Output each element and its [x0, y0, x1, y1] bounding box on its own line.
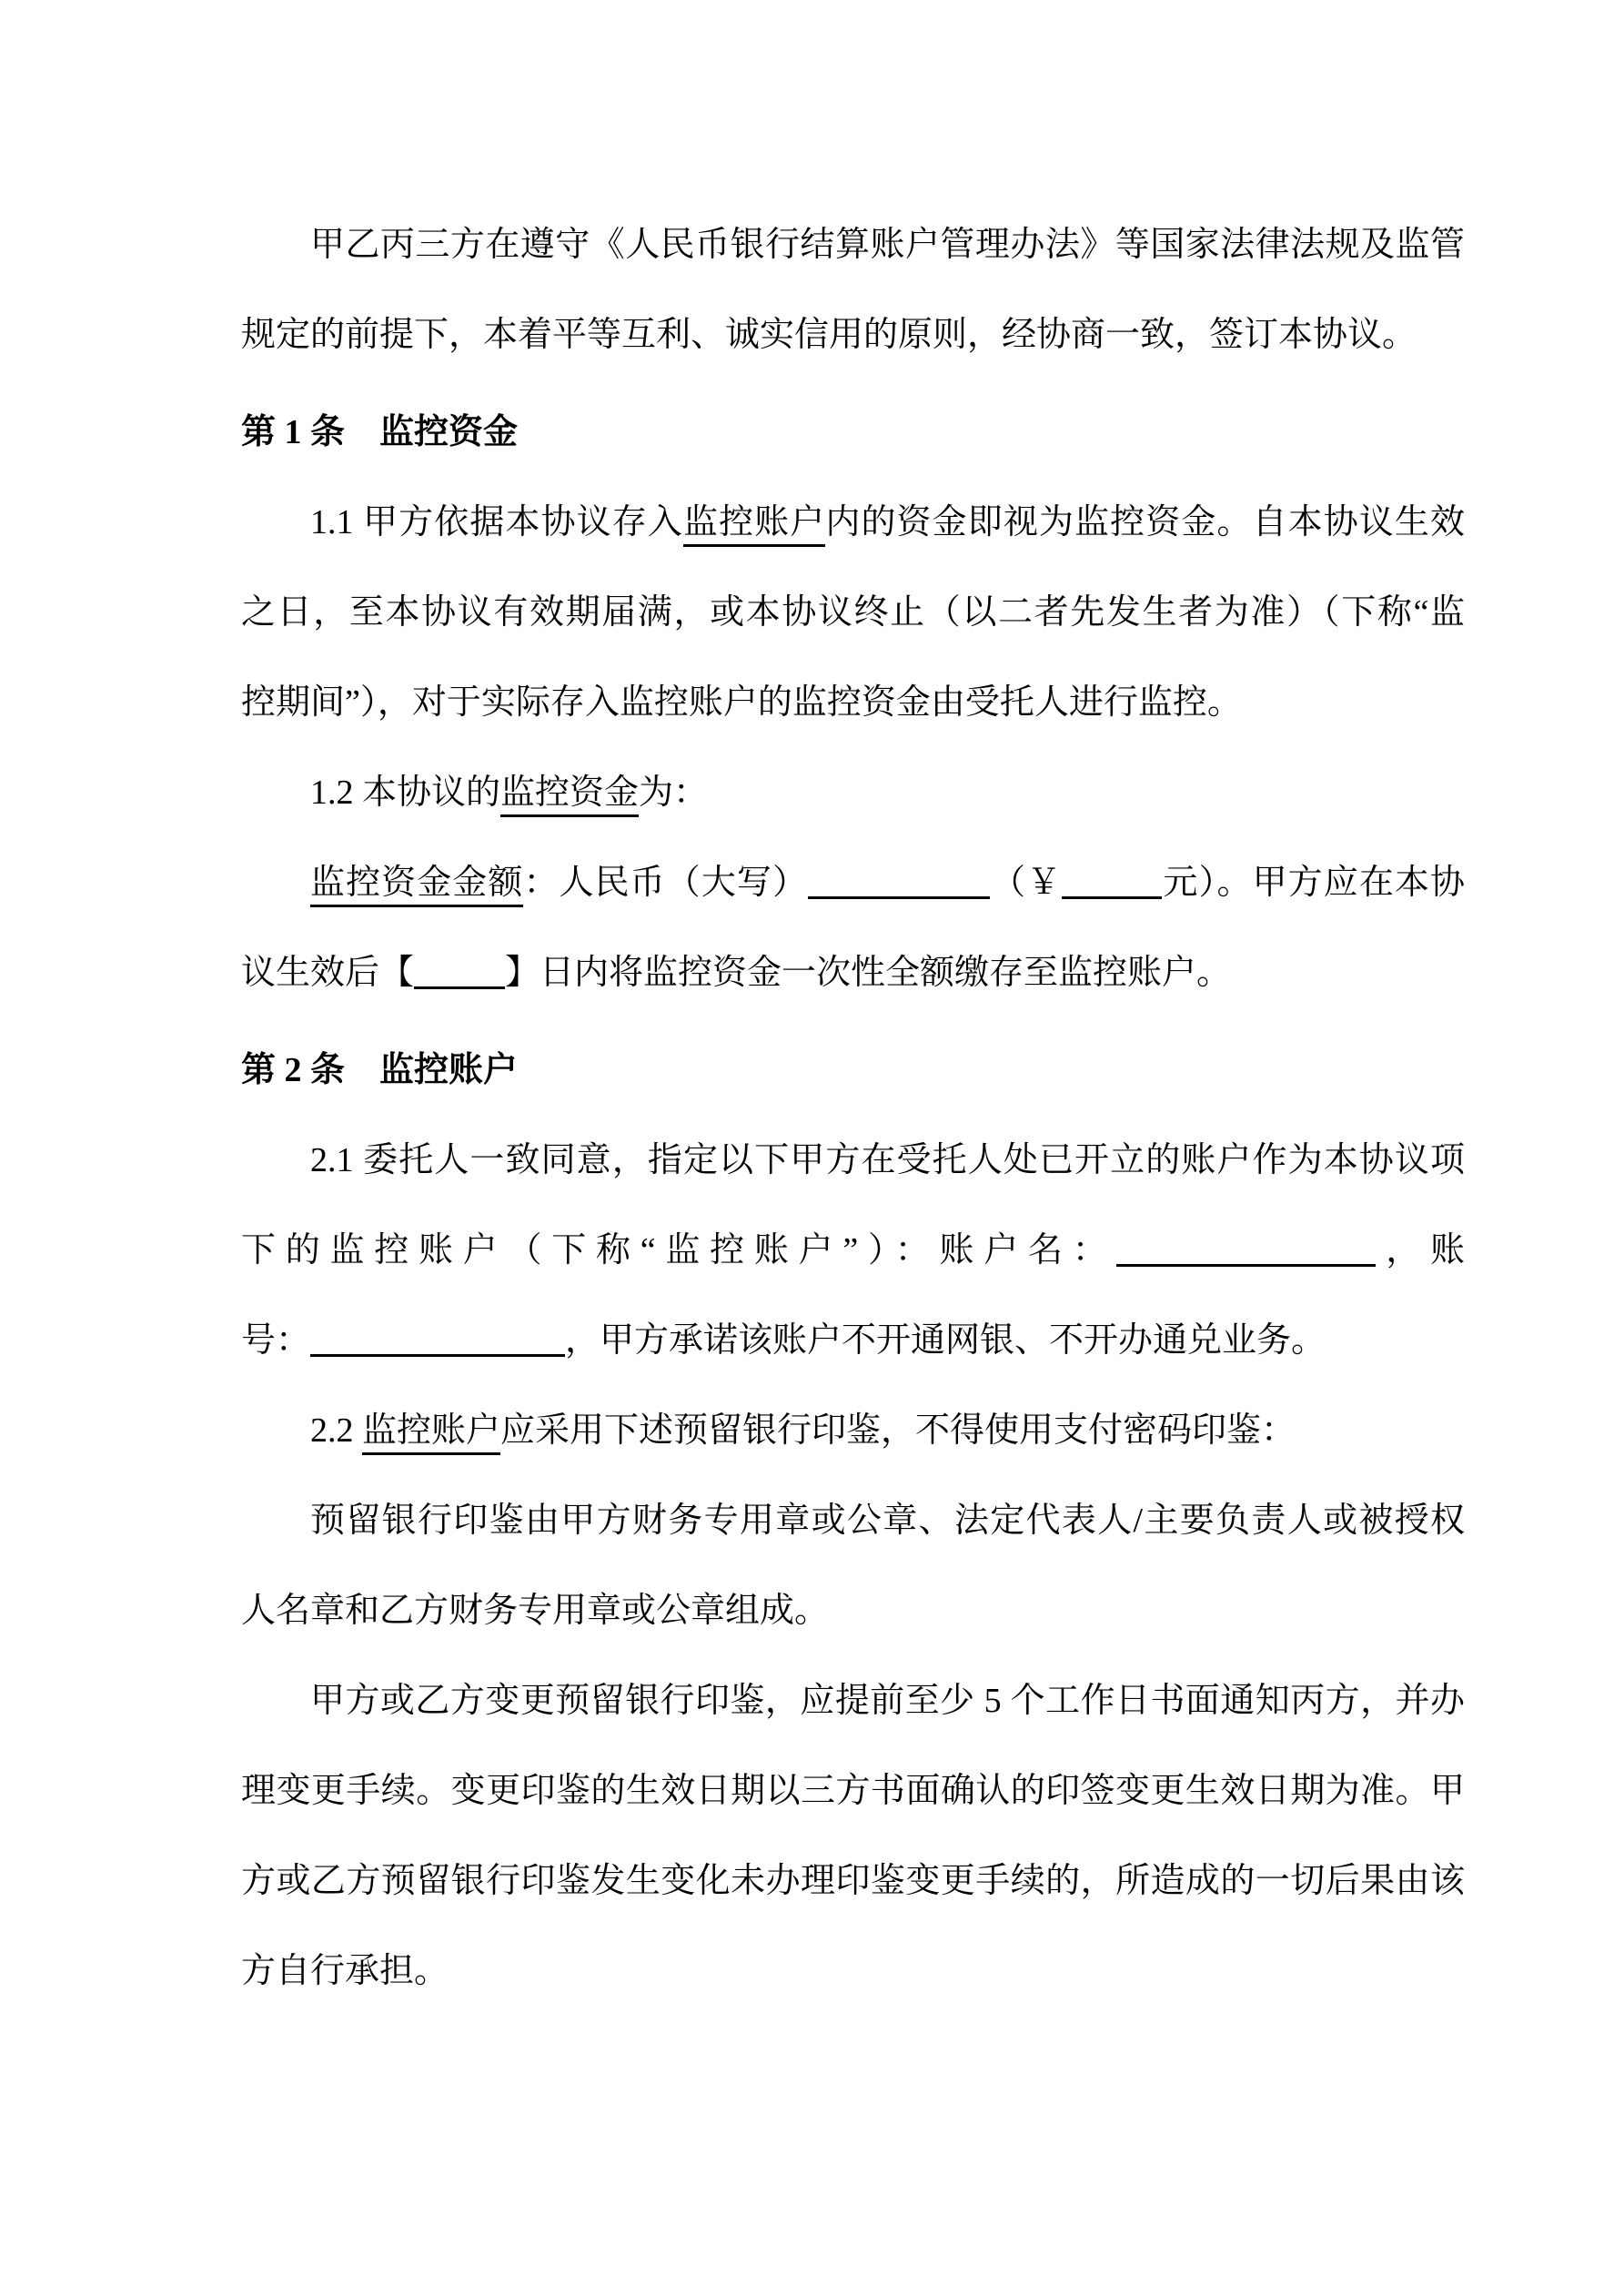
underlined-term: 监控账户 — [683, 503, 825, 547]
text-segment: 2.2 — [310, 1411, 362, 1450]
amount-line1 — [241, 838, 1465, 928]
text-segment: 1.2 本协议的 — [310, 774, 501, 812]
text-segment: 】日内将监控资金一次性全额缴存至监控账户。 — [505, 954, 1232, 992]
text-segment: 内的资金即视为监控资金。自本协议生效 — [825, 503, 1465, 541]
seal-change-line3 — [241, 1836, 1465, 1927]
underlined-term: 监控资金 — [500, 774, 639, 817]
clause-2-2 — [241, 1386, 1465, 1476]
text-segment: 议生效后【 — [241, 954, 415, 992]
text-segment: （￥ — [990, 864, 1063, 902]
heading-article-1 — [241, 388, 1465, 478]
text-segment: 控期间”），对于实际存入监控账户的监控资金由受托人进行监控。 — [241, 683, 1242, 722]
text-segment: 1.1 甲方依据本协议存入 — [310, 503, 683, 541]
text-segment: 甲乙丙三方在遵守《人民币银行结算账户管理办法》等国家法律法规及监管 — [310, 226, 1465, 264]
clause-2-1-line3 — [241, 1296, 1465, 1386]
text-segment: 方自行承担。 — [241, 1952, 449, 1990]
clause-1-1-line1 — [241, 478, 1465, 568]
text-segment: ，甲方承诺该账户不开通网银、不开办通兑业务。 — [565, 1321, 1326, 1360]
text-segment: 理变更手续。变更印鉴的生效日期以三方书面确认的印签变更生效日期为准。甲 — [241, 1772, 1465, 1810]
amount-line2 — [241, 928, 1465, 1018]
blank-field — [808, 865, 990, 899]
text-segment: 第 1 条 监控资金 — [241, 413, 519, 451]
text-segment: 规定的前提下，本着平等互利、诚实信用的原则，经协商一致，签订本协议。 — [241, 316, 1417, 354]
clause-1-2 — [241, 748, 1465, 838]
seal-change-line4 — [241, 1927, 1465, 2017]
text-segment: 之日，至本协议有效期届满，或本协议终止（以二者先发生者为准）（下称“监 — [241, 593, 1465, 632]
clause-2-1-line1 — [241, 1116, 1465, 1206]
blank-field — [1062, 865, 1162, 899]
clause-1-1-line3 — [241, 658, 1465, 748]
text-segment: 方或乙方预留银行印鉴发生变化未办理印鉴变更手续的，所造成的一切后果由该 — [241, 1862, 1465, 1900]
text-segment: 元）。甲方应在本协 — [1162, 864, 1465, 902]
seal-change-line1 — [241, 1656, 1465, 1746]
text-segment: 第 2 条 监控账户 — [241, 1051, 519, 1089]
text-segment: 2.1 委托人一致同意，指定以下甲方在受托人处已开立的账户作为本协议项 — [310, 1141, 1465, 1179]
text-segment: 预留银行印鉴由甲方财务专用章或公章、法定代表人/主要负责人或被授权 — [310, 1502, 1465, 1540]
blank-field — [310, 1323, 565, 1357]
text-segment: ：人民币（大写） — [523, 864, 809, 902]
intro-para-line2 — [241, 290, 1465, 380]
seal-composition-line2 — [241, 1566, 1465, 1656]
text-segment: 人名章和乙方财务专用章或公章组成。 — [241, 1592, 830, 1630]
clause-2-1-line2 — [241, 1206, 1465, 1296]
text-segment: 为： — [639, 774, 709, 812]
blank-field — [1116, 1233, 1376, 1267]
blank-field — [414, 956, 505, 989]
clause-1-1-line2 — [241, 568, 1465, 658]
text-segment: 号： — [241, 1321, 311, 1360]
seal-change-line2 — [241, 1746, 1465, 1836]
text-segment: 甲方或乙方变更预留银行印鉴，应提前至少 5 个工作日书面通知丙方，并办 — [310, 1682, 1465, 1720]
intro-para-line1 — [241, 200, 1465, 290]
underlined-term: 监控资金金额 — [310, 864, 523, 907]
heading-article-2 — [241, 1026, 1465, 1116]
underlined-term: 监控账户 — [362, 1411, 500, 1455]
seal-composition-line1 — [241, 1476, 1465, 1566]
text-segment: 下的监控账户（下称“监控账户”）：账户名： — [241, 1231, 1117, 1269]
text-segment: ，账 — [1376, 1231, 1465, 1269]
text-segment: 应采用下述预留银行印鉴，不得使用支付密码印鉴： — [500, 1411, 1296, 1450]
